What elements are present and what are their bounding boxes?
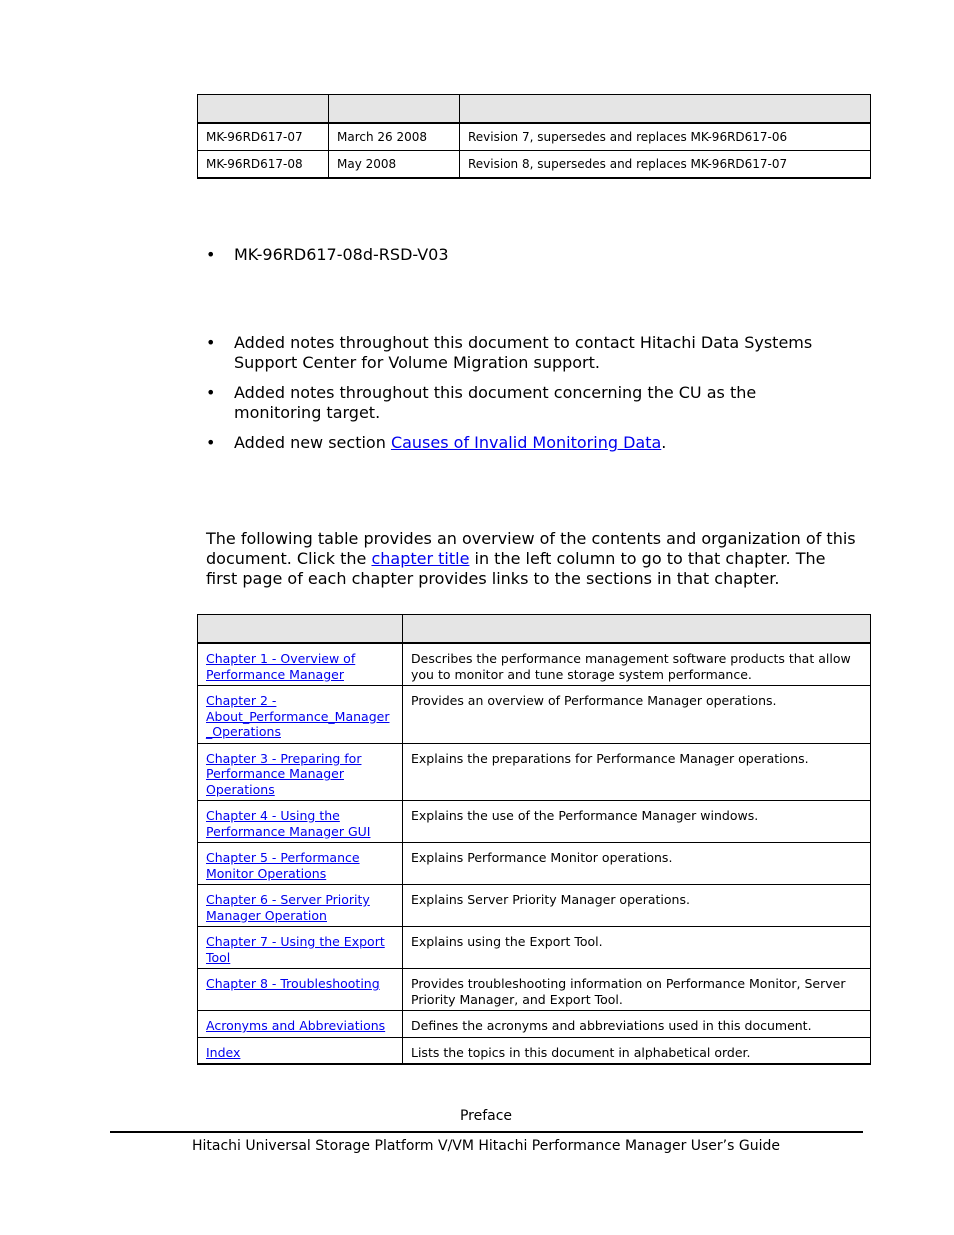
contents-table-header-row [198,615,871,644]
table-row [198,151,871,179]
version-list [206,245,846,275]
chapter-link[interactable]: Chapter 5 - Performance Monitor Operations [206,850,360,881]
table-row [198,123,871,151]
bullet-icon: • [206,245,216,264]
chapter-description: Explains Performance Monitor operations. [403,843,871,885]
revision-description: Revision 7, supersedes and replaces MK-96RD617-06 [460,123,871,151]
chapter-cell [198,843,403,885]
chapter-cell [198,801,403,843]
table-row [198,969,871,1011]
change-text: Added notes throughout this document to contact Hitachi Data Systems Support Center for Volume Migration support. [234,333,813,372]
chapter-link[interactable]: Chapter 2 - About_Performance_Manager _Operations [206,693,390,739]
description-header [403,615,871,644]
chapter-link[interactable]: Chapter 6 - Server Priority Manager Operation [206,892,370,923]
chapter-cell [198,969,403,1011]
revision-history-table [197,94,871,179]
change-text: Added new section [234,433,391,452]
revision-date-header [329,95,460,124]
chapter-description: Provides an overview of Performance Manager operations. [403,686,871,744]
table-row [198,743,871,801]
change-text: Added notes throughout this document concerning the CU as the monitoring target. [234,383,757,422]
chapter-description: Explains the use of the Performance Manager windows. [403,801,871,843]
footer-divider [110,1131,863,1133]
chapter-description: Explains using the Export Tool. [403,927,871,969]
chapter-cell [198,927,403,969]
intro-text: The following table provides an overview of the contents and organization of this document. Click the [206,529,856,568]
chapter-description: Lists the topics in this document in alphabetical order. [403,1037,871,1064]
bullet-icon: • [206,333,216,352]
intro-text: in the left column to go to that chapter. The first page of each chapter provides links to the sections in that chapter. [206,549,826,588]
list-item [206,333,846,373]
chapter-link[interactable]: Chapter 7 - Using the Export Tool [206,934,385,965]
revision-date: May 2008 [329,151,460,179]
chapter-cell [198,1037,403,1064]
revision-number: MK-96RD617-07 [198,123,329,151]
list-item [206,383,846,423]
chapter-link[interactable]: Acronyms and Abbreviations [206,1018,386,1033]
chapter-description: Defines the acronyms and abbreviations used in this document. [403,1011,871,1038]
chapter-description: Provides troubleshooting information on Performance Monitor, Server Priority Manager, and Export Tool. [403,969,871,1011]
table-row [198,885,871,927]
chapter-title-link[interactable]: chapter title [371,549,470,568]
chapter-cell [198,1011,403,1038]
document-contents-table [197,614,871,1065]
revision-date: March 26 2008 [329,123,460,151]
change-suffix: . [661,433,667,452]
table-row [198,686,871,744]
chapter-header [198,615,403,644]
chapter-link[interactable]: Index [206,1044,241,1060]
revision-table-header-row [198,95,871,124]
chapter-link[interactable]: Chapter 1 - Overview of Performance Manager [206,651,356,682]
chapter-cell [198,743,403,801]
table-row [198,927,871,969]
footer-guide-title: Hitachi Universal Storage Platform V/VM Hitachi Performance Manager User’s Guide [192,1138,780,1154]
causes-of-invalid-monitoring-data-link[interactable]: Causes of Invalid Monitoring Data [390,433,662,452]
revision-number: MK-96RD617-08 [198,151,329,179]
chapter-link[interactable]: Chapter 8 - Troubleshooting [206,976,380,991]
table-row [198,1011,871,1038]
chapter-link[interactable]: Chapter 4 - Using the Performance Manager GUI [206,808,371,839]
changes-list [206,333,846,463]
chapter-description: Explains Server Priority Manager operations. [403,885,871,927]
version-text: MK-96RD617-08d-RSD-V03 [234,245,449,264]
chapter-cell [198,686,403,744]
bullet-icon: • [206,383,216,402]
table-row [198,843,871,885]
chapter-link[interactable]: Chapter 3 - Preparing for Performance Manager Operations [206,750,362,797]
chapter-cell [198,643,403,686]
revision-description: Revision 8, supersedes and replaces MK-96RD617-07 [460,151,871,179]
footer-section-title: Preface [459,1108,513,1124]
list-item [206,433,846,453]
chapter-description: Describes the performance management software products that allow you to monitor and tune storage system performance. [403,643,871,686]
bullet-icon: • [206,433,216,452]
table-row [198,801,871,843]
revision-number-header [198,95,329,124]
chapter-description: Explains the preparations for Performance Manager operations. [403,743,871,801]
list-item [206,245,846,265]
contents-intro-paragraph [206,529,856,589]
table-row [198,643,871,686]
table-row [198,1037,871,1064]
revision-description-header [460,95,871,124]
chapter-cell [198,885,403,927]
